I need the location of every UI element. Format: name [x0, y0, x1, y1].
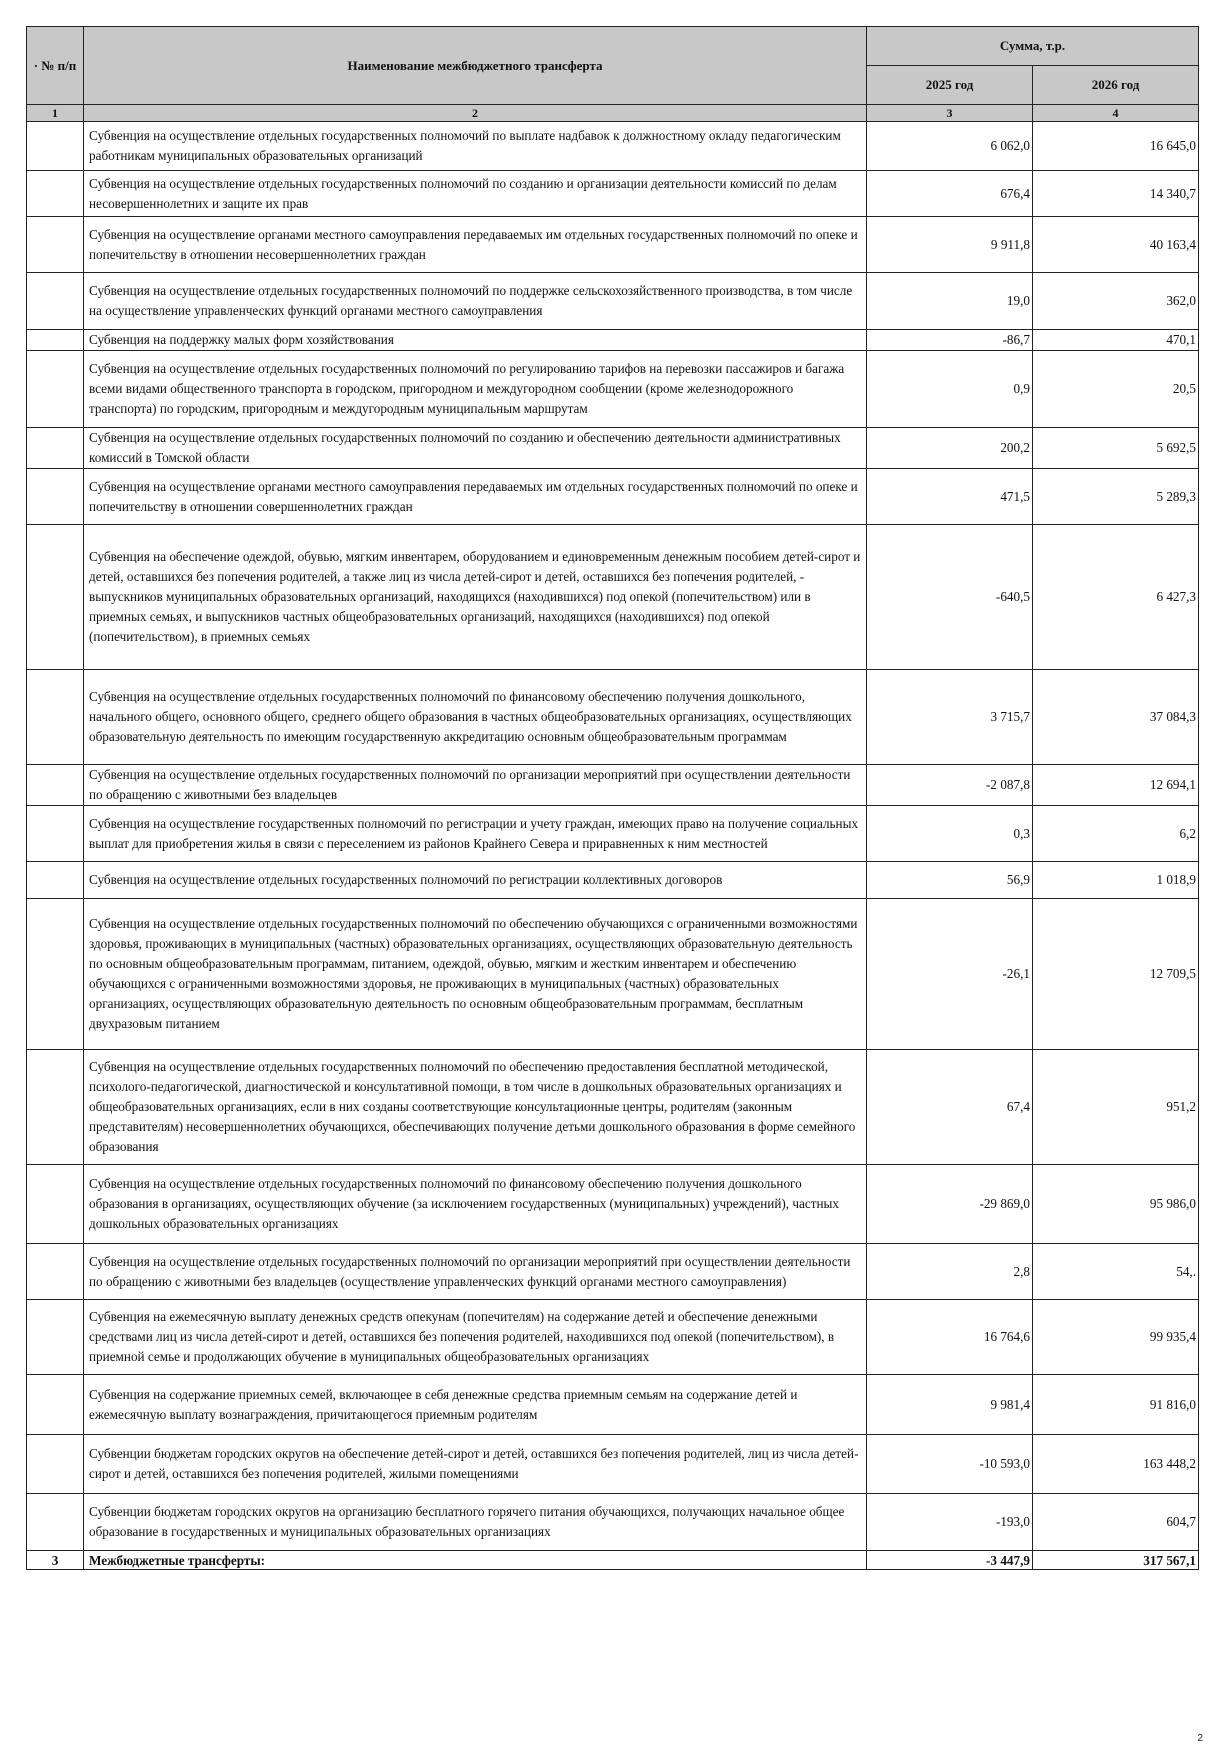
page-number: 2 [1197, 1733, 1203, 1744]
row-name: Субвенции бюджетам городских округов на организацию бесплатного горячего питания обучающихся, получающих начальное общее образование в государственных и муниципальных образовательных организациях [84, 1494, 867, 1551]
total-number: 3 [27, 1551, 84, 1570]
table-row [27, 273, 1199, 330]
row-number [27, 1494, 84, 1551]
table-row [27, 1300, 1199, 1375]
row-value-2026: 951,2 [1033, 1050, 1199, 1165]
table-row [27, 670, 1199, 765]
table-row [27, 428, 1199, 469]
row-value-2026: 16 645,0 [1033, 122, 1199, 171]
row-number [27, 1050, 84, 1165]
row-value-2026: 99 935,4 [1033, 1300, 1199, 1375]
table-row [27, 1375, 1199, 1435]
row-name: Субвенция на обеспечение одеждой, обувью, мягким инвентарем, оборудованием и единовременным денежным пособием детей-сирот и детей, оставшихся без попечения родителей, а также лиц из числа детей-сирот и детей, оставшихся без попечения родителей, - выпускников муниципальных образовательных организаций, находящихся (находившихся) под опекой (попечительством) или в приемных семьях, и выпускников частных общеобразовательных организаций, находящихся (находившихся) под опекой (попечительством), в приемных семьях [84, 525, 867, 670]
row-name: Субвенция на осуществление отдельных государственных полномочий по организации мероприятий при осуществлении деятельности по обращению с животными без владельцев (осуществление управленческих функций органами местного самоуправления) [84, 1244, 867, 1300]
row-value-2026: 14 340,7 [1033, 171, 1199, 217]
row-value-2026: 40 163,4 [1033, 217, 1199, 273]
transfers-table [26, 26, 1199, 1570]
colnum-2: 2 [84, 105, 867, 122]
total-2026: 317 567,1 [1033, 1551, 1199, 1570]
row-value-2025: 2,8 [867, 1244, 1033, 1300]
table-row [27, 469, 1199, 525]
row-name: Субвенция на поддержку малых форм хозяйствования [84, 330, 867, 351]
row-number [27, 1165, 84, 1244]
row-value-2026: 163 448,2 [1033, 1435, 1199, 1494]
row-name: Субвенция на ежемесячную выплату денежных средств опекунам (попечителям) на содержание детей и обеспечение денежными средствами лиц из числа детей-сирот и детей, оставшихся без попечения родителей, находившихся под опекой (попечительством), в приемной семье и продолжающих обучение в муниципальных общеобразовательных организациях [84, 1300, 867, 1375]
row-name: Субвенция на осуществление государственных полномочий по регистрации и учету граждан, имеющих право на получение социальных выплат для приобретения жилья в связи с переселением из районов Крайнего Севера и приравненных к ним местностей [84, 806, 867, 862]
row-name: Субвенция на осуществление органами местного самоуправления передаваемых им отдельных государственных полномочий по опеке и попечительству в отношении несовершеннолетних граждан [84, 217, 867, 273]
header-name: Наименование межбюджетного трансферта [84, 27, 867, 105]
row-number [27, 1244, 84, 1300]
row-number [27, 899, 84, 1050]
table-row [27, 899, 1199, 1050]
row-number [27, 670, 84, 765]
row-value-2026: 12 694,1 [1033, 765, 1199, 806]
colnum-4: 4 [1033, 105, 1199, 122]
row-name: Субвенция на осуществление отдельных государственных полномочий по обеспечению предоставления бесплатной методической, психолого-педагогической, диагностической и консультативной помощи, в том числе в дошкольных образовательных организациях и общеобразовательных организациях, если в них созданы соответствующие консультационные центры, родителям (законным представителям) несовершеннолетних обучающихся, обеспечивающих получение детьми дошкольного образования в форме семейного образования [84, 1050, 867, 1165]
row-value-2025: 200,2 [867, 428, 1033, 469]
row-value-2025: -2 087,8 [867, 765, 1033, 806]
table-row [27, 1435, 1199, 1494]
row-value-2025: 16 764,6 [867, 1300, 1033, 1375]
row-number [27, 862, 84, 899]
header-year-2025: 2025 год [867, 66, 1033, 105]
row-name: Субвенция на осуществление отдельных государственных полномочий по финансовому обеспечению получения дошкольного образования в организациях, осуществляющих обучение (за исключением государственных (муниципальных) учреждений), частных дошкольных образовательных организациях [84, 1165, 867, 1244]
row-value-2026: 470,1 [1033, 330, 1199, 351]
row-value-2025: -10 593,0 [867, 1435, 1033, 1494]
row-number [27, 765, 84, 806]
header-sum: Сумма, т.р. [867, 27, 1199, 66]
row-number [27, 1300, 84, 1375]
row-number [27, 1375, 84, 1435]
row-value-2025: 67,4 [867, 1050, 1033, 1165]
row-value-2025: 676,4 [867, 171, 1033, 217]
table-row [27, 351, 1199, 428]
row-value-2026: 91 816,0 [1033, 1375, 1199, 1435]
row-value-2026: 604,7 [1033, 1494, 1199, 1551]
colnum-1: 1 [27, 105, 84, 122]
table-row [27, 765, 1199, 806]
row-number [27, 122, 84, 171]
row-number [27, 171, 84, 217]
row-number [27, 525, 84, 670]
row-number [27, 806, 84, 862]
row-name: Субвенция на осуществление отдельных государственных полномочий по обеспечению обучающихся с ограниченными возможностями здоровья, проживающих в муниципальных (частных) образовательных организациях, осуществляющих образовательную деятельность по основным общеобразовательным программам, питанием, одеждой, обувью, мягким и жестким инвентарем и обеспечению обучающихся с ограниченными возможностями здоровья, не проживающих в муниципальных (частных) образовательных организациях, осуществляющих образовательную деятельность по основным общеобразовательным программам, бесплатным двухразовым питанием [84, 899, 867, 1050]
total-2025: -3 447,9 [867, 1551, 1033, 1570]
row-number [27, 351, 84, 428]
table-row [27, 862, 1199, 899]
row-value-2025: -193,0 [867, 1494, 1033, 1551]
row-number [27, 428, 84, 469]
table-body [27, 122, 1199, 1551]
row-name: Субвенция на содержание приемных семей, включающее в себя денежные средства приемным семьям на содержание детей и ежемесячную выплату вознаграждения, причитающегося приемным родителям [84, 1375, 867, 1435]
row-name: Субвенция на осуществление отдельных государственных полномочий по регулированию тарифов на перевозки пассажиров и багажа всеми видами общественного транспорта в городском, пригородном и междугородном сообщении (кроме железнодорожного транспорта) по городским, пригородным и междугородным муниципальным маршрутам [84, 351, 867, 428]
row-value-2025: 0,3 [867, 806, 1033, 862]
row-value-2025: -29 869,0 [867, 1165, 1033, 1244]
row-value-2025: 9 981,4 [867, 1375, 1033, 1435]
row-name: Субвенция на осуществление отдельных государственных полномочий по созданию и организации деятельности комиссий по делам несовершеннолетних и защите их прав [84, 171, 867, 217]
table-row [27, 1494, 1199, 1551]
row-value-2025: -640,5 [867, 525, 1033, 670]
total-row [27, 1551, 1199, 1570]
row-number [27, 469, 84, 525]
table-row [27, 1165, 1199, 1244]
row-name: Субвенция на осуществление отдельных государственных полномочий по созданию и обеспечению деятельности административных комиссий в Томской области [84, 428, 867, 469]
row-value-2026: 54,. [1033, 1244, 1199, 1300]
table-row [27, 806, 1199, 862]
row-value-2025: -86,7 [867, 330, 1033, 351]
row-name: Субвенции бюджетам городских округов на обеспечение детей-сирот и детей, оставшихся без попечения родителей, лиц из числа детей-сирот и детей, оставшихся без попечения родителей, жилыми помещениями [84, 1435, 867, 1494]
table-row [27, 330, 1199, 351]
row-name: Субвенция на осуществление отдельных государственных полномочий по выплате надбавок к должностному окладу педагогическим работникам муниципальных образовательных организаций [84, 122, 867, 171]
row-value-2026: 362,0 [1033, 273, 1199, 330]
header-year-2026: 2026 год [1033, 66, 1199, 105]
row-value-2025: 56,9 [867, 862, 1033, 899]
table-row [27, 171, 1199, 217]
row-number [27, 217, 84, 273]
table-row [27, 1050, 1199, 1165]
row-value-2025: -26,1 [867, 899, 1033, 1050]
row-value-2025: 9 911,8 [867, 217, 1033, 273]
row-value-2026: 12 709,5 [1033, 899, 1199, 1050]
table-row [27, 217, 1199, 273]
row-name: Субвенция на осуществление отдельных государственных полномочий по регистрации коллективных договоров [84, 862, 867, 899]
row-name: Субвенция на осуществление отдельных государственных полномочий по поддержке сельскохозяйственного производства, в том числе на осуществление управленческих функций органами местного самоуправления [84, 273, 867, 330]
row-name: Субвенция на осуществление органами местного самоуправления передаваемых им отдельных государственных полномочий по опеке и попечительству в отношении совершеннолетних граждан [84, 469, 867, 525]
header-number: · № п/п [27, 27, 84, 105]
row-value-2026: 5 289,3 [1033, 469, 1199, 525]
row-value-2026: 1 018,9 [1033, 862, 1199, 899]
row-number [27, 273, 84, 330]
row-value-2025: 6 062,0 [867, 122, 1033, 171]
row-value-2026: 6 427,3 [1033, 525, 1199, 670]
table-row [27, 1244, 1199, 1300]
table-row [27, 525, 1199, 670]
row-value-2026: 5 692,5 [1033, 428, 1199, 469]
row-value-2026: 20,5 [1033, 351, 1199, 428]
row-value-2026: 95 986,0 [1033, 1165, 1199, 1244]
row-name: Субвенция на осуществление отдельных государственных полномочий по организации мероприятий при осуществлении деятельности по обращению с животными без владельцев [84, 765, 867, 806]
row-number [27, 330, 84, 351]
document-page [26, 26, 1198, 1570]
table-row [27, 122, 1199, 171]
total-label: Межбюджетные трансферты: [84, 1551, 867, 1570]
row-value-2025: 0,9 [867, 351, 1033, 428]
row-name: Субвенция на осуществление отдельных государственных полномочий по финансовому обеспечению получения дошкольного, начального общего, основного общего, среднего общего образования в частных общеобразовательных организациях, осуществляющих образовательную деятельность по имеющим государственную аккредитацию основным общеобразовательным программам [84, 670, 867, 765]
row-value-2026: 37 084,3 [1033, 670, 1199, 765]
row-value-2025: 19,0 [867, 273, 1033, 330]
row-value-2026: 6,2 [1033, 806, 1199, 862]
row-number [27, 1435, 84, 1494]
row-value-2025: 471,5 [867, 469, 1033, 525]
row-value-2025: 3 715,7 [867, 670, 1033, 765]
colnum-3: 3 [867, 105, 1033, 122]
